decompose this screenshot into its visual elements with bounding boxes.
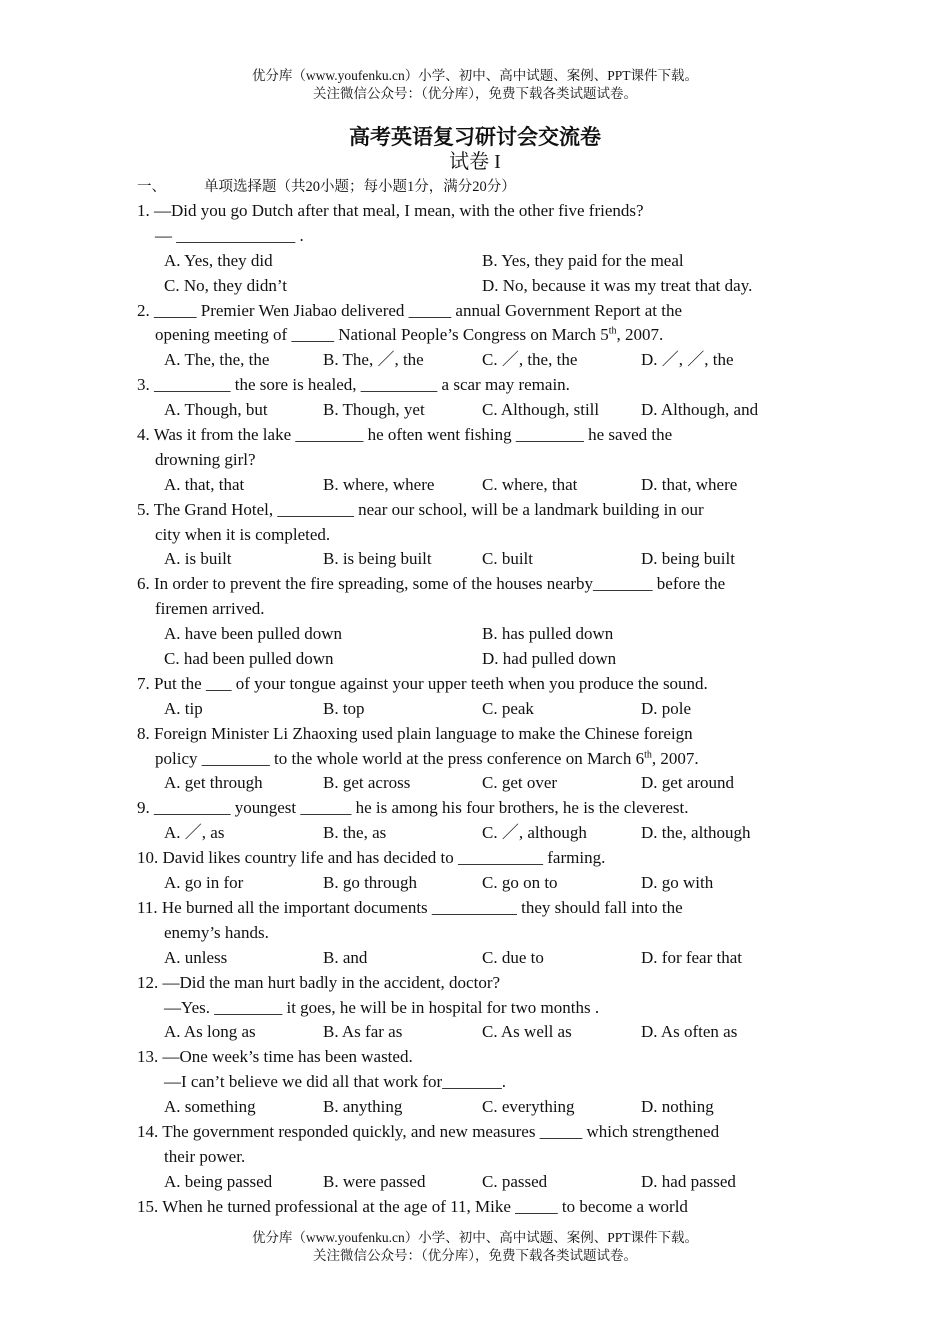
section-text: 单项选择题（共20小题；每小题1分，满分20分）	[204, 179, 516, 195]
question-13-line-2: —I can’t believe we did all that work for_______.	[164, 1072, 506, 1092]
page-footer	[0, 1229, 950, 1265]
question-6-line-2: firemen arrived.	[155, 599, 265, 619]
option-a: A. get through	[164, 773, 263, 793]
option-b: B. As far as	[323, 1022, 403, 1042]
option-c: C. passed	[482, 1171, 548, 1191]
section-number: 一、	[137, 179, 166, 195]
question-8-line-2: policy ________ to the whole world at the press conference on March 6th, 2007.	[155, 748, 699, 768]
question-15-text: 15. When he turned professional at the age of 11, Mike _____ to become a world	[137, 1196, 688, 1216]
option-b: B. were passed	[323, 1171, 426, 1191]
question-5-line-2: city when it is completed.	[155, 524, 331, 544]
option-b: B. get across	[323, 773, 411, 793]
option-d: D. the, although	[641, 823, 751, 843]
question-4-text: 4. Was it from the lake ________ he often went fishing ________ he saved the	[137, 425, 673, 445]
option-a: A. that, that	[164, 474, 245, 494]
question-14-text: 14. The government responded quickly, and new measures _____ which strengthened	[137, 1121, 720, 1141]
option-c: C. ／, the, the	[482, 350, 578, 370]
option-d: D. being built	[641, 549, 735, 569]
option-b: B. go through	[323, 873, 417, 893]
question-5-text: 5. The Grand Hotel, _________ near our school, will be a landmark building in our	[137, 499, 704, 519]
question-11-text: 11. He burned all the important documents __________ they should fall into the	[137, 897, 683, 917]
option-a: A. go in for	[164, 873, 244, 893]
section-heading	[137, 177, 516, 197]
footer-line-2: 关注微信公众号：（优分库），免费下载各类试题试卷。	[313, 1248, 637, 1263]
question-2-line-2: opening meeting of _____ National People’s Congress on March 5th, 2007.	[155, 325, 664, 345]
option-b: B. anything	[323, 1097, 403, 1117]
option-d: D. Although, and	[641, 400, 759, 420]
question-9-text: 9. _________ youngest ______ he is among his four brothers, he is the cleverest.	[137, 798, 689, 818]
option-d: D. ／, ／, the	[641, 350, 734, 370]
option-c: C. built	[482, 549, 534, 569]
question-8-text: 8. Foreign Minister Li Zhaoxing used plain language to make the Chinese foreign	[137, 723, 693, 743]
option-a: A. Though, but	[164, 400, 268, 420]
option-a: A. unless	[164, 947, 228, 967]
question-1-options-row-2	[137, 274, 817, 299]
option-c: C. where, that	[482, 474, 578, 494]
option-d: D. had pulled down	[482, 649, 617, 669]
question-14-line-2: their power.	[164, 1146, 246, 1166]
option-d: D. nothing	[641, 1097, 714, 1117]
option-c: C. peak	[482, 698, 534, 718]
question-4-line-2: drowning girl?	[155, 449, 256, 469]
option-c: C. As well as	[482, 1022, 572, 1042]
option-c: C. Although, still	[482, 400, 600, 420]
question-1-line-2: — ______________ .	[155, 225, 304, 245]
question-7-options	[137, 697, 817, 722]
question-4-options	[137, 473, 817, 498]
option-c: C. had been pulled down	[164, 649, 334, 669]
footer-line-1: 优分库（www.youfenku.cn）小学、初中、高中试题、案例、PPT课件下载。	[251, 1230, 699, 1245]
option-c: C. get over	[482, 773, 558, 793]
option-d: D. that, where	[641, 474, 738, 494]
option-d: D. No, because it was my treat that day.	[482, 275, 753, 295]
question-13-options	[137, 1095, 817, 1120]
question-11-line-2: enemy’s hands.	[164, 922, 269, 942]
question-10-text: 10. David likes country life and has decided to __________ farming.	[137, 848, 606, 868]
option-a: A. is built	[164, 549, 232, 569]
header-line-1: 优分库（www.youfenku.cn）小学、初中、高中试题、案例、PPT课件下载。	[251, 68, 699, 83]
question-3-options	[137, 398, 817, 423]
question-list	[137, 199, 817, 1220]
option-d: D. As often as	[641, 1022, 738, 1042]
option-c: C. go on to	[482, 873, 558, 893]
page-subtitle: 试卷 I	[449, 151, 501, 173]
page-title: 高考英语复习研讨会交流卷	[349, 125, 601, 149]
option-b: B. has pulled down	[482, 624, 614, 644]
option-b: B. Yes, they paid for the meal	[482, 250, 684, 270]
option-d: D. for fear that	[641, 947, 743, 967]
question-7-text: 7. Put the ___ of your tongue against your upper teeth when you produce the sound.	[137, 673, 708, 693]
option-b: B. top	[323, 698, 365, 718]
question-12-options	[137, 1020, 817, 1045]
option-d: D. get around	[641, 773, 735, 793]
option-b: B. The, ／, the	[323, 350, 424, 370]
question-11-options	[137, 946, 817, 971]
option-a: A. have been pulled down	[164, 624, 342, 644]
option-c: C. everything	[482, 1097, 575, 1117]
question-13-text: 13. —One week’s time has been wasted.	[137, 1047, 413, 1067]
option-b: B. where, where	[323, 474, 435, 494]
question-2-options	[137, 348, 817, 373]
option-c: C. ／, although	[482, 823, 587, 843]
option-b: B. and	[323, 947, 368, 967]
question-1-text: 1. —Did you go Dutch after that meal, I mean, with the other five friends?	[137, 201, 644, 220]
question-14-options	[137, 1170, 817, 1195]
option-d: D. pole	[641, 698, 692, 718]
header-line-2: 关注微信公众号：（优分库），免费下载各类试题试卷。	[313, 86, 637, 101]
option-a: A. Yes, they did	[164, 250, 273, 270]
option-d: D. had passed	[641, 1171, 736, 1191]
question-2-text: 2. _____ Premier Wen Jiabao delivered _____ annual Government Report at the	[137, 300, 683, 320]
option-b: B. is being built	[323, 549, 432, 569]
question-12-line-2: —Yes. ________ it goes, he will be in hospital for two months .	[164, 997, 600, 1017]
option-a: A. tip	[164, 698, 203, 718]
option-d: D. go with	[641, 873, 714, 893]
question-8-options	[137, 771, 817, 796]
option-c: C. No, they didn’t	[164, 275, 287, 295]
option-a: A. The, the, the	[164, 350, 270, 370]
option-c: C. due to	[482, 947, 544, 967]
option-a: A. ／, as	[164, 823, 225, 843]
question-6-options-row-2	[137, 647, 817, 672]
page-header	[0, 67, 950, 103]
option-a: A. being passed	[164, 1171, 273, 1191]
option-a: A. something	[164, 1097, 256, 1117]
question-1-options-row-1	[137, 249, 817, 274]
option-b: B. the, as	[323, 823, 387, 843]
question-6-options-row-1	[137, 622, 817, 647]
option-b: B. Though, yet	[323, 400, 425, 420]
question-12-text: 12. —Did the man hurt badly in the accident, doctor?	[137, 972, 501, 992]
question-3-text: 3. _________ the sore is healed, _________ a scar may remain.	[137, 375, 570, 395]
question-9-options	[137, 821, 817, 846]
question-6-text: 6. In order to prevent the fire spreading, some of the houses nearby_______ before the	[137, 574, 726, 594]
question-10-options	[137, 871, 817, 896]
question-5-options	[137, 547, 817, 572]
option-a: A. As long as	[164, 1022, 256, 1042]
